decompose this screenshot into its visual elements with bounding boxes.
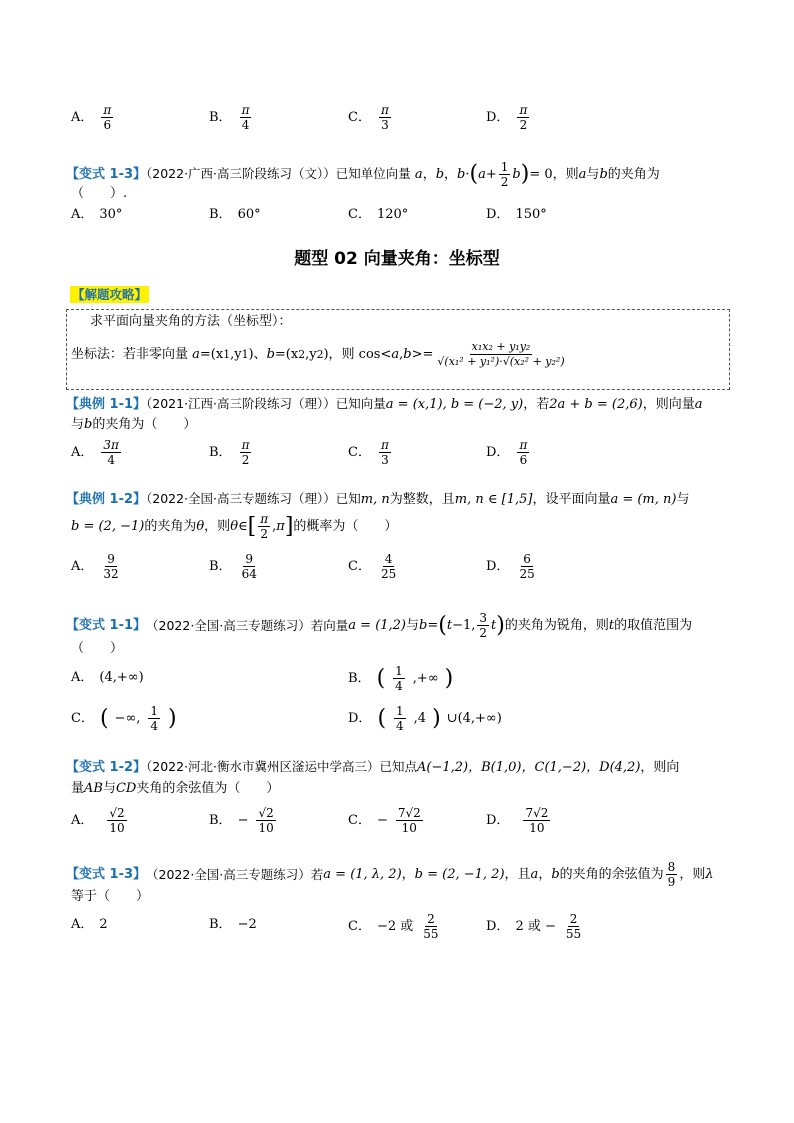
option-c: C． −2 或 $\frac{2}{55}$ <box>348 912 439 941</box>
option-a: A． $\frac{\pi}{6}$ <box>71 103 112 132</box>
option-c: C． 120° <box>348 207 409 222</box>
question-tag: 【变式 1-3】 <box>66 167 147 182</box>
question-line2: 量AB与CD夹角的余弦值为（ ） <box>71 781 280 796</box>
option-d: D． $\frac{\pi}{2}$ <box>486 103 528 132</box>
question-line2: 等于（ ） <box>71 889 150 904</box>
option-d: D． 2 或 − $\frac{2}{55}$ <box>486 912 582 941</box>
option-c: C． $\frac{4}{25}$ <box>348 552 397 581</box>
question-example-1-1: 【典例 1-1】（2021·江西·高三阶段练习（理））已知向量a = (x,1), b = (−2, y)，若2a + b = (2,6)，则向量a <box>66 396 703 412</box>
option-b: B． − $\frac{√2}{10}$ <box>209 806 274 835</box>
option-a: A． 30° <box>71 207 123 222</box>
option-b: B． $\frac{9}{64}$ <box>209 552 257 581</box>
question-example-1-2: 【典例 1-2】（2022·全国·高三专题练习（理））已知m, n为整数，且m, n ∈ [1,5]，设平面向量a = (m, n)与 <box>66 491 690 507</box>
strategy-label: 【解题攻略】 <box>72 287 148 302</box>
option-c: C． ( −∞, $\frac{1}{4}$ ) <box>71 704 177 733</box>
option-d: D． $\frac{6}{25}$ <box>486 552 535 581</box>
option-c: C． − $\frac{7√2}{10}$ <box>348 806 421 835</box>
question-line2: b = (2, −1) 的夹角为 θ ，则 θ ∈ [ $\frac{\pi}{2}$ , π ] 的概率为（ ） <box>71 512 398 541</box>
option-a: A． $\frac{9}{32}$ <box>71 552 119 581</box>
question-variant-1-3a: 【变式 1-3】（2022·广西·高三阶段练习（文））已知单位向量 a，b，b·(a+ $\frac{1}{2}$ b)= 0，则a与b的夹角为 <box>66 160 660 189</box>
option-d: D． ( $\frac{1}{4}$ ,4 ) ∪(4,+∞) <box>348 704 502 733</box>
option-c: C． $\frac{\pi}{3}$ <box>348 103 389 132</box>
question-line2: （ ）. <box>71 186 128 201</box>
option-b: B． 60° <box>209 207 261 222</box>
option-c: C． $\frac{\pi}{3}$ <box>348 438 389 467</box>
question-line2: 与b的夹角为（ ） <box>71 417 197 432</box>
strategy-line1: 求平面向量夹角的方法（坐标型）： <box>90 314 292 329</box>
question-line2: （ ） <box>71 641 124 656</box>
question-variant-1-3b: 【变式 1-3】 （2022·全国·高三专题练习）若 a = (1, λ, 2) ， b = (2, −1, 2) ，且 a ， b 的夹角的余弦值为 $\frac{8}{9}$ ，则 λ <box>66 860 714 889</box>
section-title: 题型 02 向量夹角：坐标型 <box>294 249 500 269</box>
option-d: D． $\frac{7√2}{10}$ <box>486 806 549 835</box>
option-a: A． (4,+∞) <box>71 670 144 685</box>
option-b: B． ( $\frac{1}{4}$ ,+∞ ) <box>348 664 454 693</box>
option-a: A． $\frac{√2}{10}$ <box>71 806 125 835</box>
question-variant-1-2: 【变式 1-2】（2022·河北·衡水市冀州区滏运中学高三）已知点A(−1,2)，B(1,0)，C(1,−2)，D(4,2)，则向 <box>66 759 680 775</box>
option-d: D． 150° <box>486 207 547 222</box>
option-b: B． −2 <box>209 917 257 932</box>
strategy-line2: 坐标法：若非零向量 a =(x 1 ,y 1 ) 、 b =(x 2 ,y 2 ) ，则 cos<a,b>= $\frac{\text{x₁x₂ + y₁y₂}}{\text{√(x₁² + y₁²)·√(x₂² + y₂²)}}$ <box>71 340 565 368</box>
option-a: A． $\frac{3\pi}{4}$ <box>71 438 119 467</box>
option-b: B． $\frac{\pi}{4}$ <box>209 103 250 132</box>
option-d: D． $\frac{\pi}{6}$ <box>486 438 528 467</box>
question-variant-1-1: 【变式 1-1】 （2022·全国·高三专题练习）若向量 a = (1,2) 与 b = ( t −1, $\frac{3}{2}$ t ) 的夹角为锐角，则 t 的取值范围为 <box>66 611 693 640</box>
option-b: B． $\frac{\pi}{2}$ <box>209 438 250 467</box>
option-a: A． 2 <box>71 917 108 932</box>
